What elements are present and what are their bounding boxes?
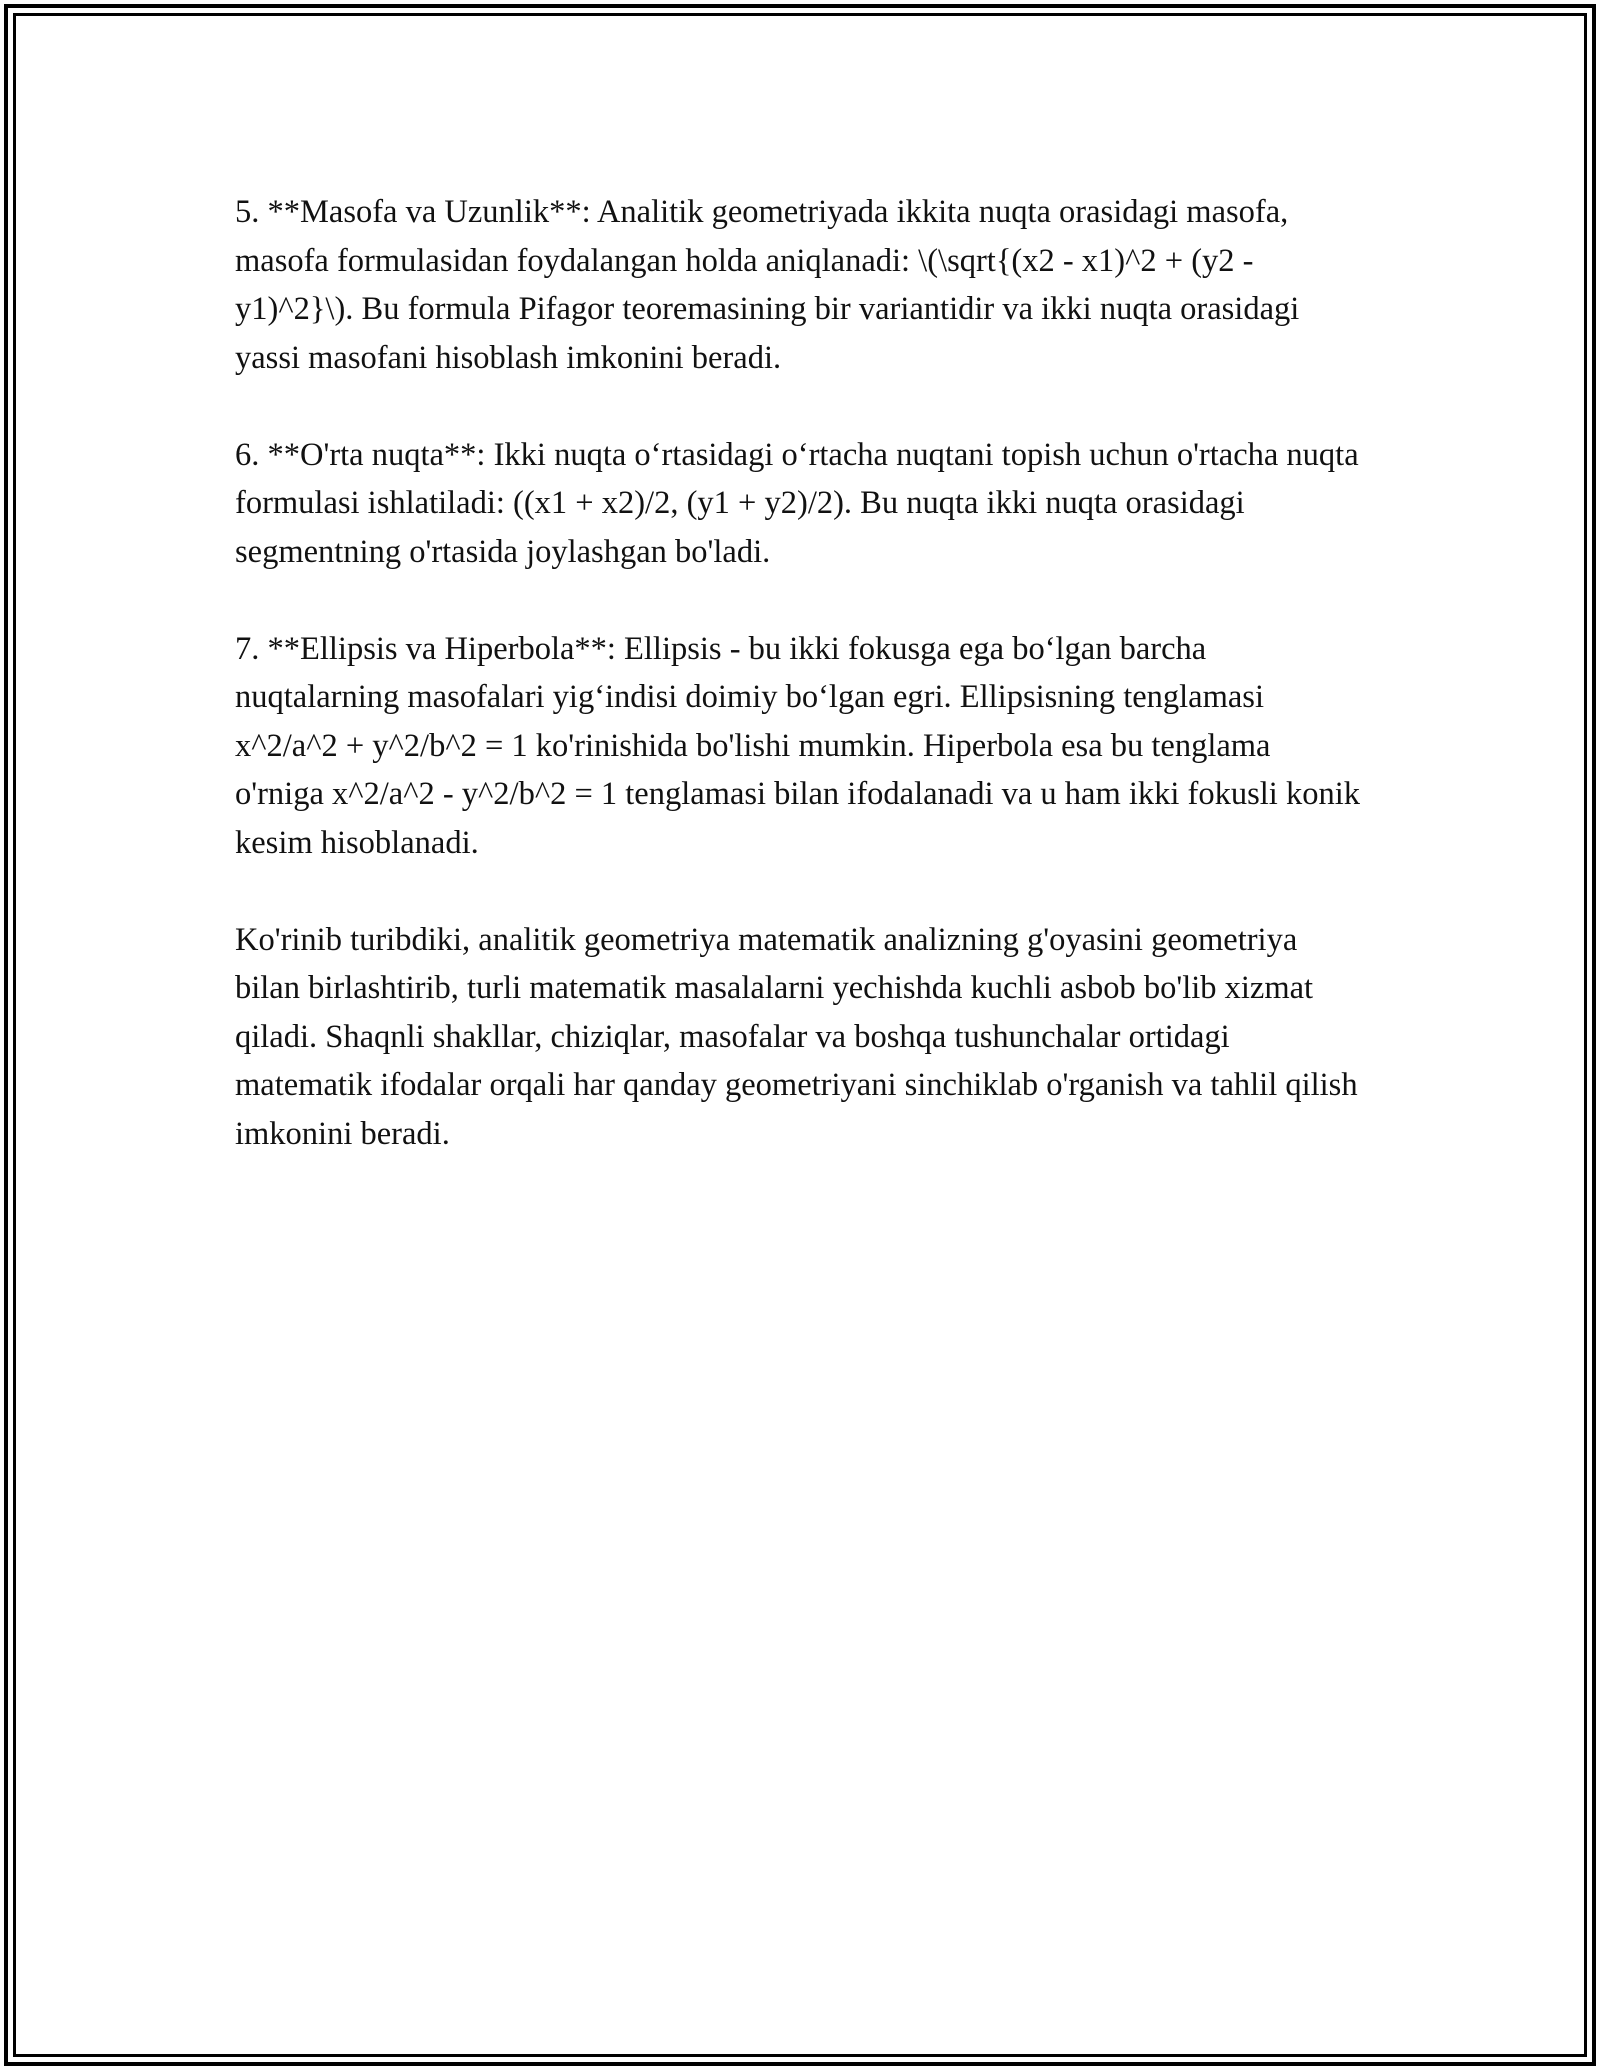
paragraph-conclusion: Ko'rinib turibdiki, analitik geometriya matematik analizning g'oyasini geometriya bilan birlashtirib, turli matematik masalalarni yechishda kuchli asbob bo'lib xizmat qiladi. Shaqnli shakllar, chiziqlar, masofalar va boshqa tushunchalar ortidagi matematik ifodalar orqali har qanday geometriyani sinchiklab o'rganish va tahlil qilish imkonini beradi.: [235, 921, 1358, 1152]
document-body: [235, 188, 1365, 1207]
paragraph-midpoint: 6. **O'rta nuqta**: Ikki nuqta o‘rtasidagi o‘rtacha nuqtani topish uchun o'rtacha nuqta formulasi ishlatiladi: ((x1 + x2)/2, (y1 + y2)/2). Bu nuqta ikki nuqta orasidagi segmentning o'rtasida joylashgan bo'ladi.: [235, 436, 1359, 570]
paragraph-distance: 5. **Masofa va Uzunlik**: Analitik geometriyada ikkita nuqta orasidagi masofa, masofa formulasidan foydalangan holda aniqlanadi: \(\sqrt{(x2 - x1)^2 + (y2 - y1)^2}\). Bu formula Pifagor teoremasining bir variantidir va ikki nuqta orasidagi yassi masofani hisoblash imkonini beradi.: [235, 194, 1300, 376]
paragraph-ellipse-hyperbola: 7. **Ellipsis va Hiperbola**: Ellipsis - bu ikki fokusga ega bo‘lgan barcha nuqtalarning masofalari yig‘indisi doimiy bo‘lgan egri. Ellipsisning tenglamasi x^2/a^2 + y^2/b^2 = 1 ko'rinishida bo'lishi mumkin. Hiperbola esa bu tenglama o'rniga x^2/a^2 - y^2/b^2 = 1 tenglamasi bilan ifodalanadi va u ham ikki fokusli konik kesim hisoblanadi.: [235, 630, 1360, 861]
